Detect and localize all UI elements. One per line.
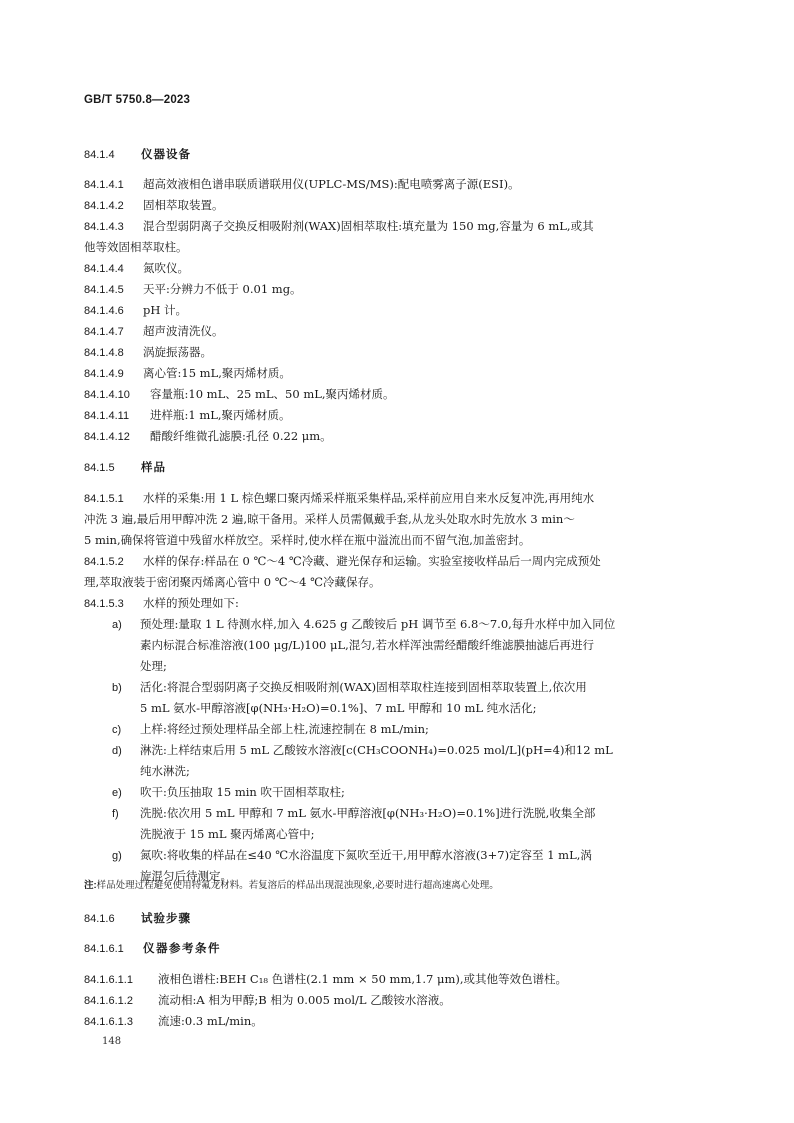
list-item-b-line2: 5 mL 氨水-甲醇溶液[φ(NH₃·H₂O)=0.1%]、7 mL 甲醇和 10 mL 纯水活化; bbox=[140, 701, 537, 715]
section-heading-procedure bbox=[84, 910, 714, 927]
clause-84-1-5-2-line2: 理,萃取液装于密闭聚丙烯离心管中 0 ℃～4 ℃冷藏保存。 bbox=[84, 575, 381, 589]
list-item-a-line3: 处理; bbox=[140, 659, 167, 673]
note bbox=[84, 879, 714, 893]
list-item-g-line2: 旋混匀后待测定。 bbox=[140, 869, 232, 883]
clause-84-1-4-3: 84.1.4.3 混合型弱阴离子交换反相吸附剂(WAX)固相萃取柱:填充量为 150 mg,容量为 6 mL,或其 bbox=[84, 219, 594, 233]
clause-84-1-4-2: 84.1.4.2 固相萃取装置。 bbox=[84, 198, 224, 212]
section-title: 仪器参考条件 bbox=[143, 943, 221, 955]
clause-84-1-4-7: 84.1.4.7 超声波清洗仪。 bbox=[84, 324, 224, 338]
clause-84-1-4-11: 84.1.4.11 进样瓶:1 mL,聚丙烯材质。 bbox=[84, 408, 291, 422]
note-text: 样品处理过程避免使用特氟龙材料。若复溶后的样品出现混浊现象,必要时进行超高速离心处理。 bbox=[96, 880, 499, 891]
section-heading-conditions bbox=[84, 940, 714, 957]
clause-84-1-5-2: 84.1.5.2 水样的保存:样品在 0 ℃～4 ℃冷藏、避光保存和运输。实验室接收样品后一周内完成预处 bbox=[84, 554, 601, 568]
clause-84-1-5-3: 84.1.5.3 水样的预处理如下: bbox=[84, 596, 239, 610]
clause-84-1-5-1-line3: 5 min,确保将管道中残留水样放空。采样时,使水样在瓶中溢流出而不留气泡,加盖密封。 bbox=[84, 533, 531, 547]
clause-84-1-4-6: 84.1.4.6 pH 计。 bbox=[84, 303, 188, 317]
list-item-a: a) 预处理:量取 1 L 待测水样,加入 4.625 g 乙酸铵后 pH 调节至 6.8～7.0,每升水样中加入同位 bbox=[112, 617, 616, 631]
list-item-d-line2: 纯水淋洗; bbox=[140, 764, 190, 778]
clause-84-1-5-1-line2: 冲洗 3 遍,最后用甲醇冲洗 2 遍,晾干备用。采样人员需佩戴手套,从龙头处取水时先放水 3 min～ bbox=[84, 512, 575, 526]
section-number: 84.1.4 bbox=[84, 149, 115, 161]
clause-84-1-6-1-3: 84.1.6.1.3 流速:0.3 mL/min。 bbox=[84, 1014, 263, 1028]
list-item-a-line2: 素内标混合标准溶液(100 μg/L)100 μL,混匀,若水样浑浊需经醋酸纤维滤膜抽滤后再进行 bbox=[140, 638, 594, 652]
clause-84-1-6-1-1: 84.1.6.1.1 液相色谱柱:BEH C₁₈ 色谱柱(2.1 mm × 50 mm,1.7 μm),或其他等效色谱柱。 bbox=[84, 972, 567, 986]
list-item-d: d) 淋洗:上样结束后用 5 mL 乙酸铵水溶液[c(CH₃COONH₄)=0.025 mol/L](pH=4)和12 mL bbox=[112, 743, 613, 757]
section-number: 84.1.6.1 bbox=[84, 943, 124, 955]
list-item-b: b) 活化:将混合型弱阴离子交换反相吸附剂(WAX)固相萃取柱连接到固相萃取装置上,依次用 bbox=[112, 680, 587, 694]
clause-84-1-4-12: 84.1.4.12 醋酸纤维微孔滤膜:孔径 0.22 μm。 bbox=[84, 429, 332, 443]
standard-id: GB/T 5750.8—2023 bbox=[84, 94, 191, 106]
clause-84-1-6-1-2: 84.1.6.1.2 流动相:A 相为甲醇;B 相为 0.005 mol/L 乙酸铵水溶液。 bbox=[84, 993, 451, 1007]
list-item-e: e) 吹干:负压抽取 15 min 吹干固相萃取柱; bbox=[112, 785, 345, 799]
section-number: 84.1.5 bbox=[84, 462, 115, 474]
list-item-f-line2: 洗脱液于 15 mL 聚丙烯离心管中; bbox=[140, 827, 315, 841]
section-title: 样品 bbox=[141, 462, 166, 474]
clause-84-1-5-1: 84.1.5.1 水样的采集:用 1 L 棕色螺口聚丙烯采样瓶采集样品,采样前应用自来水反复冲洗,再用纯水 bbox=[84, 491, 595, 505]
note-label: 注: bbox=[84, 880, 97, 891]
page-number: 148 bbox=[102, 1036, 122, 1047]
section-title: 试验步骤 bbox=[141, 913, 191, 925]
list-item-c: c) 上样:将经过预处理样品全部上柱,流速控制在 8 mL/min; bbox=[112, 722, 429, 736]
list-item-f: f) 洗脱:依次用 5 mL 甲醇和 7 mL 氨水-甲醇溶液[φ(NH₃·H₂O)=0.1%]进行洗脱,收集全部 bbox=[112, 806, 596, 820]
section-number: 84.1.6 bbox=[84, 913, 115, 925]
clause-84-1-4-9: 84.1.4.9 离心管:15 mL,聚丙烯材质。 bbox=[84, 366, 291, 380]
section-heading-instruments bbox=[84, 146, 714, 163]
clause-84-1-4-1: 84.1.4.1 超高效液相色谱串联质谱联用仪(UPLC-MS/MS):配电喷雾离子源(ESI)。 bbox=[84, 177, 520, 191]
section-title: 仪器设备 bbox=[141, 149, 191, 161]
section-heading-samples bbox=[84, 459, 714, 476]
clause-84-1-4-3-cont: 他等效固相萃取柱。 bbox=[84, 240, 188, 254]
clause-84-1-4-5: 84.1.4.5 天平:分辨力不低于 0.01 mg。 bbox=[84, 282, 302, 296]
clause-84-1-4-10: 84.1.4.10 容量瓶:10 mL、25 mL、50 mL,聚丙烯材质。 bbox=[84, 387, 395, 401]
clause-84-1-4-4: 84.1.4.4 氮吹仪。 bbox=[84, 261, 189, 275]
clause-84-1-4-8: 84.1.4.8 涡旋振荡器。 bbox=[84, 345, 212, 359]
list-item-g: g) 氮吹:将收集的样品在≤40 ℃水浴温度下氮吹至近干,用甲醇水溶液(3+7)定容至 1 mL,涡 bbox=[112, 848, 592, 862]
